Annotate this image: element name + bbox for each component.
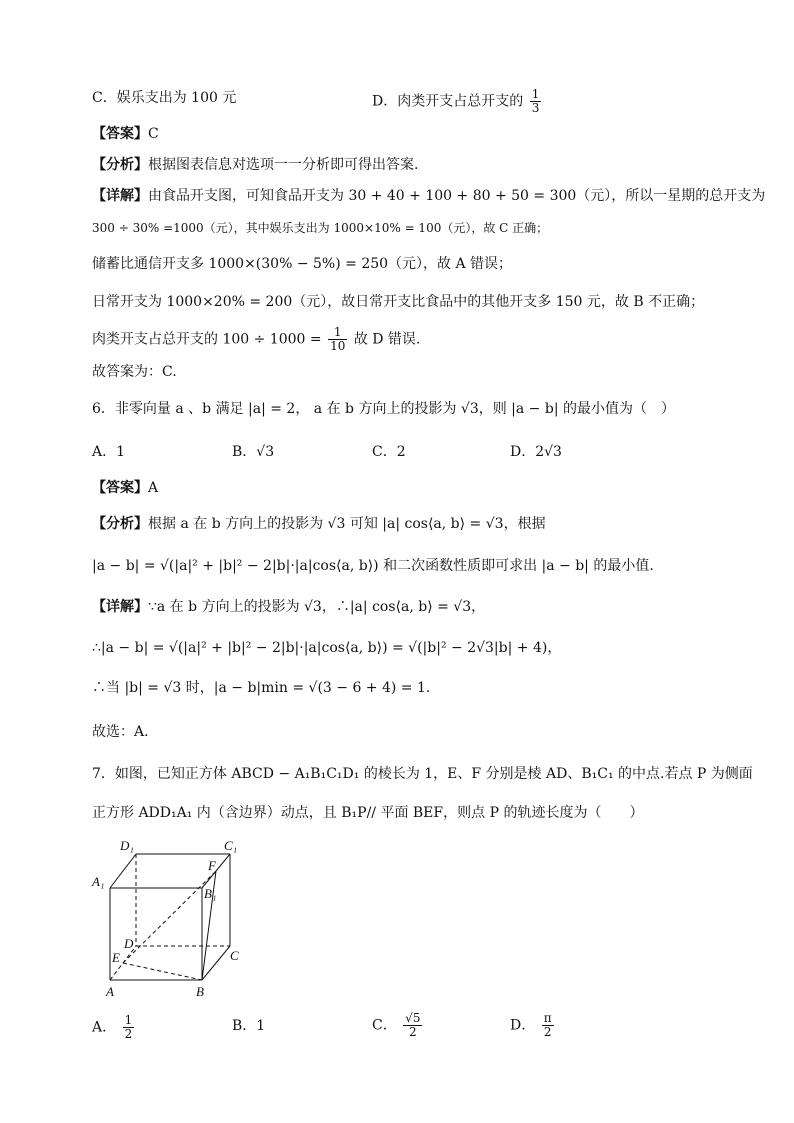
option-d-label: D． <box>510 1017 536 1034</box>
q6-option-d: D．2√3 <box>510 444 562 460</box>
q6-option-c: C．2 <box>372 444 406 460</box>
answer-tag: 【答案】 <box>92 480 148 496</box>
answer-value: C <box>148 126 159 142</box>
q5-option-d-fraction <box>530 88 542 115</box>
fraction-denominator: 2 <box>124 1027 133 1041</box>
option-c-label: C． <box>372 1017 397 1034</box>
fraction-numerator: 1 <box>531 87 540 101</box>
q7-option-b: B．1 <box>232 1018 266 1034</box>
q5-detail-line3: 储蓄比通信开支多 1000×(30% − 5%) = 250（元），故 A 错误； <box>92 256 513 272</box>
q6-answer <box>92 478 158 498</box>
label-d1: D₁ <box>120 838 134 853</box>
q5-option-d <box>372 88 543 115</box>
label-f: F <box>208 858 216 873</box>
fraction-denominator: 10 <box>330 339 346 353</box>
q7-option-c <box>372 1012 424 1039</box>
cube-figure <box>90 838 270 1008</box>
q5-detail-line5 <box>92 326 420 353</box>
q5-answer <box>92 124 159 144</box>
q6-stem: 6．非零向量 a 、b 满足 |a| = 2， a 在 b 方向上的投影为 √3，则 |a − b| 的最小值为（ ） <box>92 401 675 417</box>
q6-option-b: B．√3 <box>232 444 275 460</box>
analysis-tag: 【分析】 <box>92 157 148 173</box>
q6-final: 故选：A. <box>92 724 149 740</box>
q5-detail-line2: 300 ÷ 30% =1000（元），其中娱乐支出为 1000×10% = 100（元），故 C 正确； <box>92 221 549 235</box>
label-a: A <box>106 984 114 999</box>
detail-text: ∵a 在 b 方向上的投影为 √3，∴|a| cos⟨a, b⟩ = √3， <box>148 599 486 615</box>
option-d-fraction <box>542 1012 554 1039</box>
q6-option-a: A．1 <box>92 444 126 460</box>
q7-stem-line2: 正方形 ADD₁A₁ 内（含边界）动点，且 B₁P// 平面 BEF，则点 P 的轨迹长度为（ ） <box>92 805 644 821</box>
q7-option-d <box>510 1012 556 1039</box>
q7-stem-line1: 7．如图，已知正方体 ABCD − A₁B₁C₁D₁ 的棱长为 1，E、F 分别是棱 AD、B₁C₁ 的中点.若点 P 为侧面 <box>92 766 753 782</box>
option-a-fraction <box>123 1014 135 1041</box>
q5-option-c: C．娱乐支出为 100 元 <box>92 90 237 106</box>
fraction-numerator: 1 <box>328 326 347 340</box>
q5-analysis <box>92 155 418 175</box>
q5-detail-line1 <box>92 186 765 206</box>
analysis-text: 根据图表信息对选项一一分析即可得出答案. <box>148 157 419 173</box>
edge-a1d1 <box>110 854 136 888</box>
label-c1: C₁ <box>224 838 238 853</box>
detail-tag: 【详解】 <box>92 188 148 204</box>
option-c-fraction <box>403 1012 422 1039</box>
q6-detail-line1 <box>92 597 485 617</box>
q5-detail-line4: 日常开支为 1000×20% = 200（元），故日常开支比食品中的其他开支多 150 元，故 B 不正确； <box>92 294 705 310</box>
fraction-numerator: π <box>543 1011 552 1025</box>
label-d: D <box>124 936 134 951</box>
fraction-denominator: 2 <box>543 1025 552 1039</box>
fraction-numerator: 1 <box>124 1013 133 1027</box>
q6-analysis-line1 <box>92 514 546 534</box>
option-a-label: A． <box>92 1019 117 1036</box>
q6-detail-line3: ∴当 |b| = √3 时，|a − b|min = √(3 − 6 + 4) = 1. <box>92 680 431 696</box>
q7-option-a <box>92 1014 136 1041</box>
answer-value: A <box>148 480 159 496</box>
analysis-tag: 【分析】 <box>92 516 148 532</box>
q6-detail-line2: ∴|a − b| = √(|a|² + |b|² − 2|b|·|a|cos⟨a, b⟩) = √(|b|² − 2√3|b| + 4)， <box>92 640 562 656</box>
analysis-text: 根据 a 在 b 方向上的投影为 √3 可知 |a| cos⟨a, b⟩ = √3，根据 <box>148 516 546 532</box>
label-c: C <box>230 948 239 963</box>
detail-text: 由食品开支图，可知食品开支为 30 + 40 + 100 + 80 + 50 = 300（元），所以一星期的总开支为 <box>148 188 766 204</box>
answer-tag: 【答案】 <box>92 126 148 142</box>
fraction-denominator: 2 <box>408 1025 417 1039</box>
q5-final: 故答案为：C. <box>92 364 177 380</box>
line-eb-hidden <box>123 963 202 980</box>
fraction-denominator: 3 <box>531 101 540 115</box>
detail-line5-suffix: 故 D 错误. <box>353 331 421 348</box>
q6-analysis-line2: |a − b| = √(|a|² + |b|² − 2|b|·|a|cos⟨a, b⟩) 和二次函数性质即可求出 |a − b| 的最小值. <box>92 558 654 574</box>
label-b1: B₁ <box>204 886 217 901</box>
detail-tag: 【详解】 <box>92 599 148 615</box>
label-b: B <box>196 984 204 999</box>
detail-line5-prefix: 肉类开支占总开支的 100 ÷ 1000 = <box>92 331 322 348</box>
label-e: E <box>112 950 120 965</box>
fraction-numerator: √5 <box>405 1011 421 1025</box>
detail-line5-fraction <box>328 326 347 353</box>
q5-option-d-text: D．肉类开支占总开支的 <box>372 93 524 110</box>
label-a1: A₁ <box>92 874 105 889</box>
